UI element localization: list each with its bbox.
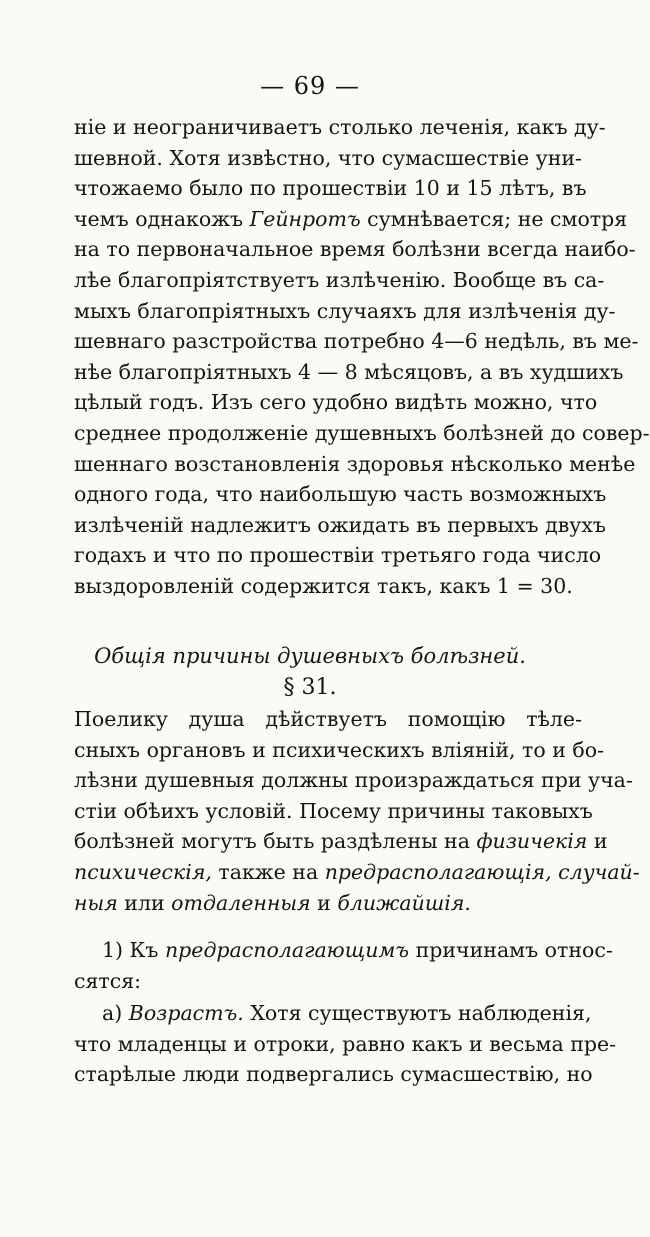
text-line: цѣлый годъ. Изъ сего удобно видѣть можно, что xyxy=(74,390,598,415)
text-fragment: также на xyxy=(211,859,325,884)
text-line: сныхъ органовъ и психическихъ вліяній, то и бо- xyxy=(74,737,605,762)
text-line: шевной. Хотя извѣстно, что сумасшествіе уни- xyxy=(74,145,582,170)
text-line: излѣченій надлежитъ ожидать въ первыхъ двухъ xyxy=(74,512,606,537)
text-line: мыхъ благопріятныхъ случаяхъ для излѣченія ду- xyxy=(74,298,616,323)
text-line: годахъ и что по прошествіи третьяго года число xyxy=(74,543,602,568)
text-line xyxy=(74,888,582,919)
text-line: шевнаго разстройства потребно 4—6 недѣль, въ ме- xyxy=(74,329,639,354)
text-line xyxy=(74,857,640,888)
italic-term: ближайшія. xyxy=(337,890,471,915)
text-line: чтожаемо было по прошествіи 10 и 15 лѣтъ, въ xyxy=(74,176,587,201)
italic-term: предрасполагающія, xyxy=(324,859,552,884)
text-line xyxy=(74,826,608,857)
italic-term: отдаленныя xyxy=(171,890,311,915)
text-fragment: или xyxy=(117,890,172,915)
text-line: лѣзни душевныя должны произраждаться при уча- xyxy=(74,768,633,793)
text-fragment: и xyxy=(310,890,338,915)
text-line: старѣлые люди подвергались сумасшествію, но xyxy=(74,1062,593,1087)
text-line: ніе и неограничиваетъ столько леченія, какъ ду- xyxy=(74,115,606,139)
text-fragment: 1) Къ xyxy=(102,938,165,962)
section-number: § 31. xyxy=(283,675,337,700)
paragraph-causes xyxy=(74,704,640,918)
paragraph-predisposing xyxy=(74,935,613,996)
italic-term: психическія, xyxy=(74,859,212,884)
text-line: стіи обѣихъ условій. Посему причины таковыхъ xyxy=(74,798,593,823)
text-line xyxy=(74,998,592,1029)
italic-name: Гейнротъ xyxy=(249,206,361,231)
italic-term: предрасполагающимъ xyxy=(164,938,410,962)
text-line: что младенцы и отроки, равно какъ и весьма пре- xyxy=(74,1031,617,1056)
section-heading: Общія причины душевныхъ болѣзней. xyxy=(94,644,526,668)
text-fragment: причинамъ относ- xyxy=(409,938,613,962)
text-line: шеннаго возстановленія здоровья нѣсколько менѣе xyxy=(74,451,636,476)
italic-term: Возрастъ. xyxy=(128,1001,244,1025)
text-fragment: а) xyxy=(102,1001,129,1025)
text-fragment: Хотя существуютъ наблюденія, xyxy=(243,1001,592,1025)
text-line: лѣе благопріятствуетъ излѣченію. Вообще въ са- xyxy=(74,267,605,292)
paragraph-age xyxy=(74,998,617,1090)
text-line: нѣе благопріятныхъ 4 — 8 мѣсяцовъ, а въ худшихъ xyxy=(74,359,624,384)
paragraph-continued xyxy=(74,112,650,602)
text-fragment: болѣзней могутъ быть раздѣлены на xyxy=(74,829,477,854)
text-line xyxy=(74,704,582,735)
text-line: одного года, что наибольшую часть возможныхъ xyxy=(74,482,607,507)
text-fragment: и xyxy=(587,829,608,854)
text-line xyxy=(74,935,613,966)
italic-term: случай- xyxy=(558,859,640,884)
text-line: сятся: xyxy=(74,968,142,993)
text-fragment: Поелику душа дѣйствуетъ помощію тѣле- xyxy=(74,707,582,731)
italic-term: ныя xyxy=(74,890,118,915)
page-number: — 69 — xyxy=(260,72,360,100)
text-line: на то первоначальное время болѣзни всегда наибо- xyxy=(74,237,636,262)
text-line: выздоровленій содержится такъ, какъ 1 = 30. xyxy=(74,573,573,598)
italic-term: физичекія xyxy=(476,829,588,854)
text-line: среднее продолженіе душевныхъ болѣзней до совер- xyxy=(74,420,650,445)
text-line: чемъ однакожъ Гейнротъ сумнѣвается; не смотря xyxy=(74,206,628,231)
